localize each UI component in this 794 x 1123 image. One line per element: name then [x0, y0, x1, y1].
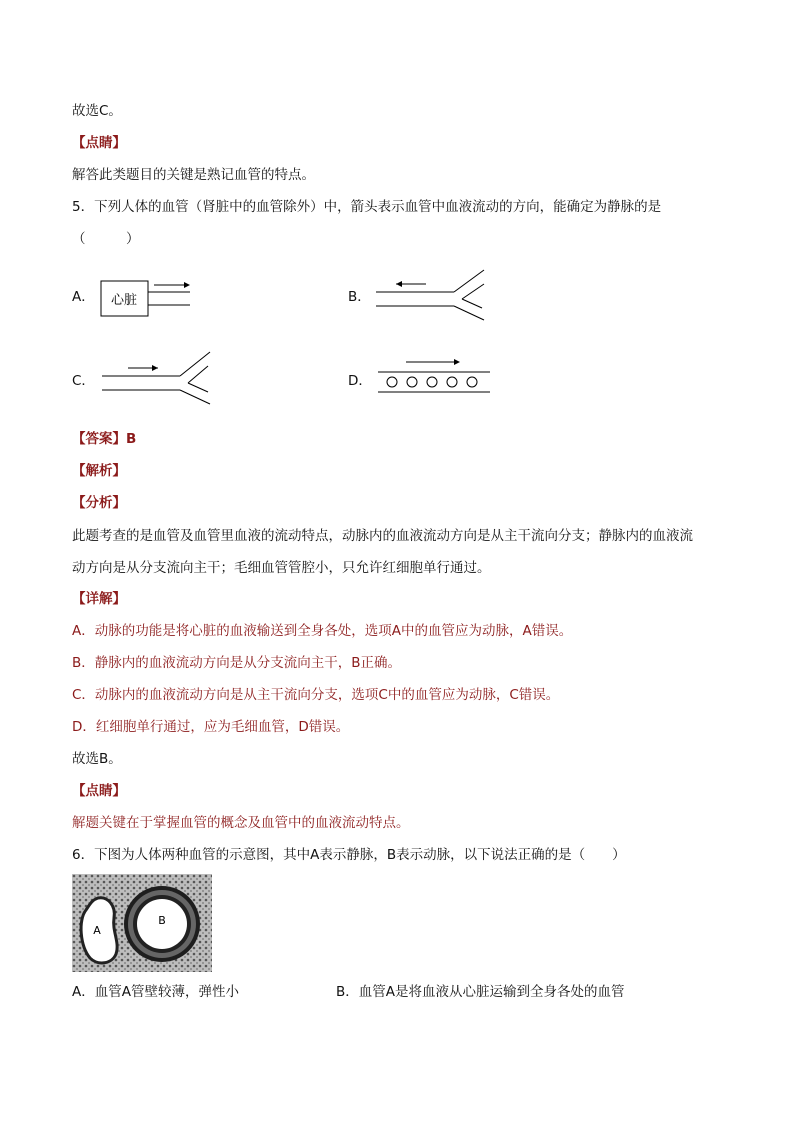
q5-conclusion: 故选B。	[72, 751, 122, 767]
q5-fenxi-line-2: 动方向是从分支流向主干；毛细血管管腔小，只允许红细胞单行通过。	[72, 560, 491, 576]
prev-conclusion: 故选C。	[72, 103, 122, 119]
q6-label-b: B	[158, 914, 166, 927]
q5-option-b-label: B．	[348, 289, 371, 305]
q5-option-c-label: C．	[72, 373, 95, 389]
q5-xiangjie-header: 【详解】	[72, 591, 126, 607]
q5-bracket: （ ）	[72, 231, 140, 247]
q5-detail-b: B．静脉内的血液流动方向是从分支流向主干，B正确。	[72, 655, 402, 671]
q5-analysis-header: 【解析】	[72, 463, 126, 479]
q5-tip-text: 解题关键在于掌握血管的概念及血管中的血液流动特点。	[72, 815, 410, 831]
prev-tip-text: 解答此类题目的关键是熟记血管的特点。	[72, 167, 315, 183]
q6-vessel-figure	[72, 874, 212, 972]
q5-option-c-figure	[100, 348, 216, 408]
q6-option-b: B．血管A是将血液从心脏运输到全身各处的血管	[336, 984, 625, 1000]
q5-heart-text: 心脏	[110, 293, 138, 308]
q5-option-d-label: D．	[348, 373, 372, 389]
q5-detail-d: D．红细胞单行通过，应为毛细血管，D错误。	[72, 719, 350, 735]
q6-label-a: A	[93, 924, 101, 937]
q5-fenxi-header: 【分析】	[72, 495, 126, 511]
q5-detail-c: C．动脉内的血液流动方向是从主干流向分支，选项C中的血管应为动脉，C错误。	[72, 687, 560, 703]
q5-answer: 【答案】B	[72, 431, 137, 447]
q5-detail-a: A．动脉的功能是将心脏的血液输送到全身各处，选项A中的血管应为动脉，A错误。	[72, 623, 573, 639]
q5-stem: 5．下列人体的血管（肾脏中的血管除外）中，箭头表示血管中血液流动的方向，能确定为静脉的是	[72, 199, 662, 215]
q5-option-b-figure	[374, 264, 490, 324]
q5-option-a-label: A．	[72, 289, 95, 305]
q6-stem: 6．下图为人体两种血管的示意图，其中A表示静脉，B表示动脉，以下说法正确的是（ ）	[72, 847, 626, 863]
q5-tip-header: 【点睛】	[72, 783, 126, 799]
q5-fenxi-line-1: 此题考查的是血管及血管里血液的流动特点，动脉内的血液流动方向是从主干流向分支；静脉内的血液流	[72, 528, 693, 544]
q5-option-d-figure	[376, 356, 492, 396]
prev-tip-header: 【点睛】	[72, 135, 126, 151]
q6-option-a: A．血管A管壁较薄，弹性小	[72, 984, 239, 1000]
q5-option-a-figure	[98, 278, 198, 320]
